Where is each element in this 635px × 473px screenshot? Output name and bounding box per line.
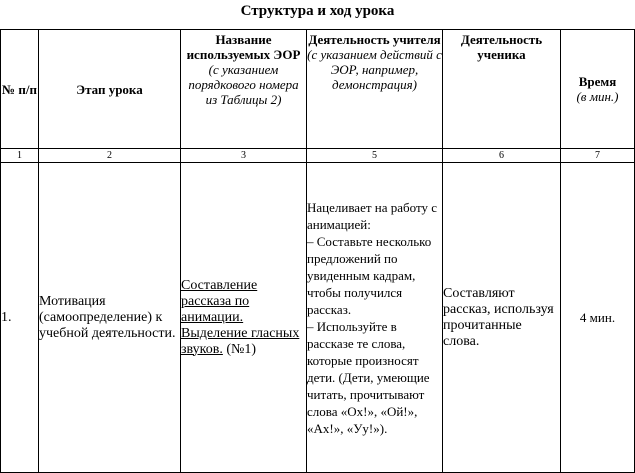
header-eor-note: (с указанием порядкового номера из Таблицы 2) [188,62,299,107]
row-eor [181,163,307,473]
column-number: 7 [561,149,635,163]
header-teacher-title: Деятельность учителя [308,32,441,47]
column-number-row [1,149,635,163]
header-teacher-note: (с указанием действий с ЭОР, например, демонстрация) [307,47,442,92]
row-eor-title: Составление рассказа по анимации. Выделение гласных звуков. [181,277,300,357]
header-time-note: (в мин.) [576,89,619,104]
row-teacher: Нацеливает на работу с анимацией: – Составьте несколько предложений по увиденным кадрам, чтобы получился рассказ. – Используйте в рассказе те слова, которые произносят дети. (Дети, умеющие читать, прочитывают слова «Ох!», «Ой!», «Ах!», «Уу!»). [307,163,443,473]
header-teacher [307,30,443,149]
row-eor-ref: (№1) [222,341,257,357]
document-title: Структура и ход урока [240,3,395,19]
header-student: Деятельность ученика [443,30,561,149]
header-num: № п/п [1,30,39,149]
header-stage: Этап урока [39,30,181,149]
header-eor [181,30,307,149]
column-number: 2 [39,149,181,163]
header-eor-title: Название используемых ЭОР [186,32,301,62]
table-row [1,163,635,473]
header-time [561,30,635,149]
column-number: 5 [307,149,443,163]
header-time-title: Время [578,74,617,89]
column-number: 6 [443,149,561,163]
column-number: 3 [181,149,307,163]
row-student: Составляют рассказ, используя прочитанные слова. [443,163,561,473]
row-num: 1. [1,163,39,473]
lesson-structure-table [0,29,635,473]
row-stage: Мотивация (самоопределение) к учебной деятельности. [39,163,181,473]
header-row [1,30,635,149]
column-number: 1 [1,149,39,163]
row-time: 4 мин. [561,163,635,473]
